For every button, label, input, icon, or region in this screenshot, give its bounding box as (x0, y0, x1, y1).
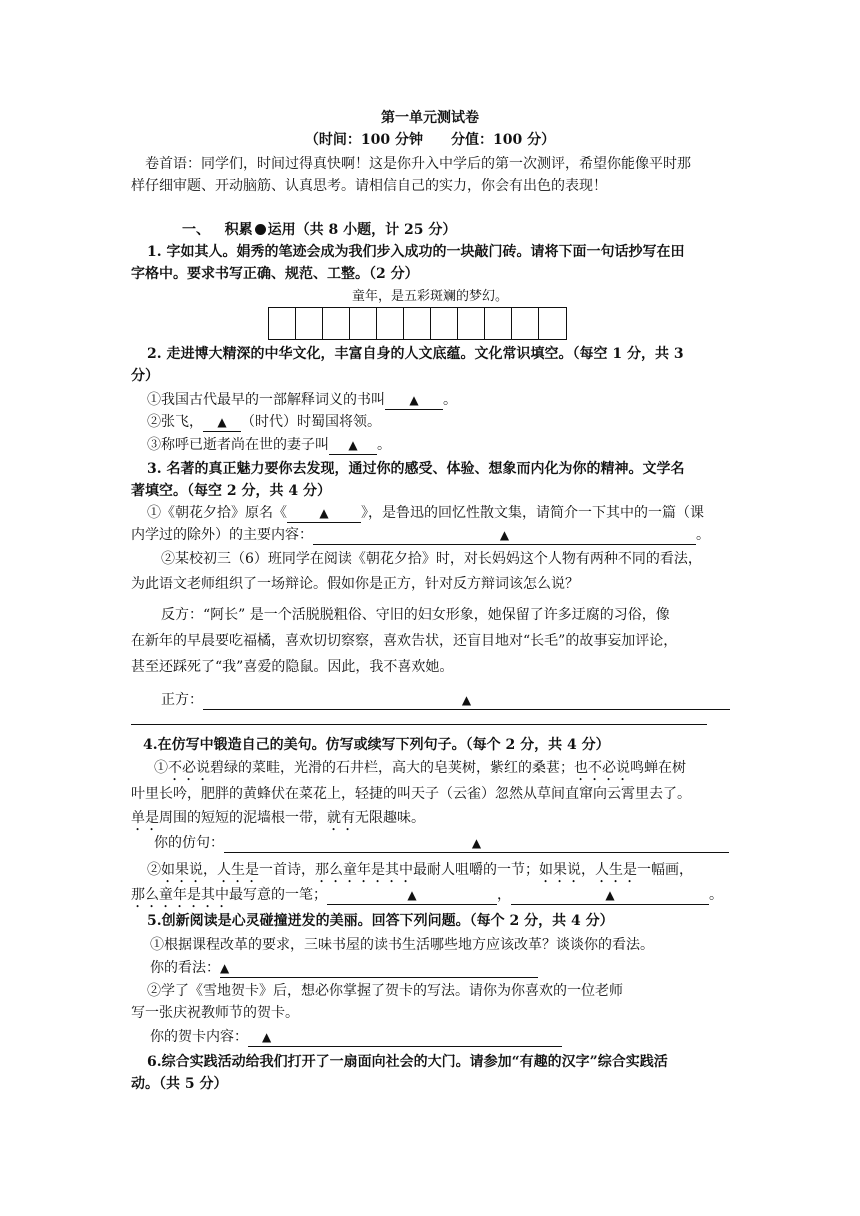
q3-fan-line-3: 甚至还踩死了“我”喜爱的隐鼠。因此，我不喜欢她。 (131, 659, 454, 675)
q1-sentence: 童年，是五彩斑斓的梦幻。 (351, 289, 508, 304)
q5-item-2-answer-label: 你的贺卡内容： (150, 1029, 248, 1045)
triangle-marker-icon: ▲ (499, 528, 510, 542)
bullet-dot-icon (255, 224, 266, 235)
q4-p2-emph-1: 如果说，人生是 (161, 862, 259, 878)
q3-item-1-text-b: 》，是鲁迅的回忆性散文集，请简介一下其中的一篇（课 (361, 505, 704, 521)
preface-line-1: 卷首语：同学们，时间过得真快啊！这是你升入中学后的第一次测评，希望你能像平时那 (145, 156, 691, 172)
preface-line-2: 样仔细审题、开动脑筋、认真思考。请相信自己的实力，你会有出色的表现！ (131, 178, 607, 194)
q4-yours-line (154, 832, 729, 854)
q3-zheng-label: 正方： (161, 692, 203, 708)
grid-cell[interactable] (350, 308, 377, 339)
triangle-marker-icon: ▲ (217, 415, 227, 429)
triangle-marker-icon: ▲ (220, 961, 230, 975)
answer-line[interactable] (131, 724, 707, 725)
triangle-marker-icon: ▲ (461, 693, 472, 707)
q4-p2-text-4: 最写意的一笔； (229, 887, 327, 903)
q4-p1-text-3: 周围的短短的泥墙根一带， (159, 810, 327, 826)
q4-para-2-line-2 (131, 884, 723, 911)
grid-cell[interactable] (269, 308, 296, 339)
q4-p2-text-1: 一首诗， (259, 862, 315, 878)
grid-cell[interactable] (323, 308, 350, 339)
q4-para-1-line-1 (154, 757, 686, 784)
q2-line-1: 2. 走进博大精深的中华文化，丰富自身的人文底蕴。文化常识填空。（每空 1 分，共 3 (147, 346, 684, 362)
q5-item-2-line-1: ②学了《雪地贺卡》后，想必你掌握了贺卡的写法。请你为你喜欢的一位老师 (147, 983, 623, 999)
q3-item-2-line-1: ②某校初三（6）班同学在阅读《朝花夕拾》时，对长妈妈这个人物有两种不同的看法， (161, 551, 702, 567)
q1-line-1: 1. 字如其人。娟秀的笔迹会成为我们步入成功的一块敲门砖。请将下面一句话抄写在田 (147, 244, 685, 260)
q4-p2-emph-2: 那么童年是其中 (315, 862, 413, 878)
q3-fan-line-1: 反方：“阿长” 是一个活脱脱粗俗、守旧的妇女形象，她保留了许多迂腐的习俗，像 (161, 607, 670, 623)
q3-item-1-line-1 (147, 502, 704, 524)
q4-para-1-line-3 (131, 807, 425, 834)
q5-item-2-line-2: 写一张庆祝教师节的贺卡。 (131, 1005, 299, 1021)
triangle-marker-icon: ▲ (407, 888, 417, 902)
section-label-a: 积累 (224, 222, 253, 238)
q4-line-1: 4.在仿写中锻造自己的美句。仿写或续写下列句子。（每个 2 分，共 4 分） (143, 737, 610, 753)
q5-item-1: ①根据课程改革的要求，三味书屋的读书生活哪些地方应该改革？谈谈你的看法。 (150, 937, 654, 953)
answer-blank[interactable] (203, 413, 241, 432)
q4-p1-emph-3: 单是 (131, 810, 159, 826)
q3-item-1-end: 。 (696, 527, 710, 543)
grid-cell[interactable] (485, 308, 512, 339)
answer-blank[interactable] (203, 691, 730, 710)
q2-item-2 (147, 411, 381, 433)
q4-p2-text-2: 最耐人咀嚼的一节； (413, 862, 539, 878)
q4-p1-emph-2: 也不必说 (574, 760, 630, 776)
q4-p2-text-3: 一幅画， (637, 862, 693, 878)
q1-line-2: 字格中。要求书写正确、规范、工整。（2 分） (131, 266, 419, 282)
answer-blank[interactable] (329, 436, 377, 455)
answer-blank[interactable] (287, 504, 361, 523)
triangle-marker-icon: ▲ (471, 836, 482, 850)
q2-line-2: 分） (131, 368, 159, 384)
answer-blank[interactable] (248, 1028, 562, 1047)
q4-p1-emph-4: 就有 (327, 810, 355, 826)
answer-blank[interactable] (327, 886, 497, 905)
q4-p1-emph-1: 不必说 (168, 760, 210, 776)
grid-cell[interactable] (296, 308, 323, 339)
triangle-marker-icon: ▲ (409, 393, 419, 407)
q2-item-2-text-b: （时代）时蜀国将领。 (241, 414, 381, 430)
q4-p2-number: ② (147, 862, 161, 878)
period: 。 (709, 887, 723, 903)
q3-fan-line-2: 在新年的早晨要吃福橘，喜欢切切察察，喜欢告状，还盲目地对“长毛”的故事妄加评论， (131, 633, 678, 649)
q4-para-2-line-1 (147, 859, 693, 886)
q5-item-1-answer (150, 957, 538, 979)
q5-line-1: 5.创新阅读是心灵碰撞迸发的美丽。回答下列问题。（每个 2 分，共 4 分） (147, 913, 614, 929)
tianzi-grid[interactable] (268, 307, 567, 340)
q6-line-1: 6.综合实践活动给我们打开了一扇面向社会的大门。请参加“有趣的汉字”综合实践活 (147, 1054, 668, 1070)
section-heading (182, 219, 456, 241)
grid-cell[interactable] (404, 308, 431, 339)
answer-blank[interactable] (511, 886, 709, 905)
grid-cell[interactable] (377, 308, 404, 339)
triangle-marker-icon: ▲ (319, 506, 329, 520)
triangle-marker-icon: ▲ (605, 888, 615, 902)
q5-item-2-answer (150, 1026, 562, 1048)
q4-para-1-line-2: 叶里长吟，肥胖的黄蜂伏在菜花上，轻捷的叫天子（云雀）忽然从草间直窜向云霄里去了。 (131, 786, 691, 802)
triangle-marker-icon: ▲ (262, 1030, 272, 1044)
q2-item-1: ①我国古代最早的一部解释词义的书叫 ▲ 。 (147, 392, 457, 408)
q4-p2-emph-4: 那么童年是其中 (131, 887, 229, 903)
grid-cell[interactable] (458, 308, 485, 339)
q3-line-2: 著填空。（每空 2 分，共 4 分） (131, 483, 331, 499)
q4-p1-number: ① (154, 760, 168, 776)
q2-item-2-text-a: ②张飞， (147, 414, 203, 430)
page-title: 第一单元测试卷 (381, 110, 479, 126)
q2-item-1-text: ①我国古代最早的一部解释词义的书叫 (147, 392, 385, 408)
q3-item-2-line-2: 为此语文老师组织了一场辩论。假如你是正方，针对反方辩词该怎么说？ (131, 576, 579, 592)
q3-item-1-line-2 (131, 524, 710, 546)
q2-item-3-text: ③称呼已逝者尚在世的妻子叫 (147, 437, 329, 453)
q5-item-1-answer-label: 你的看法： (150, 960, 220, 976)
q3-item-1-text-a: ①《朝花夕拾》原名《 (147, 505, 287, 521)
comma: ， (497, 887, 511, 903)
triangle-marker-icon: ▲ (348, 438, 358, 452)
q4-p1-text-1: 碧绿的菜畦，光滑的石井栏，高大的皂荚树，紫红的桑葚； (210, 760, 574, 776)
q4-p1-text-4: 无限趣味。 (355, 810, 425, 826)
section-number: 一、 (182, 222, 210, 238)
answer-blank[interactable] (220, 959, 538, 978)
answer-blank[interactable] (313, 526, 696, 545)
q4-p1-text-2: 鸣蝉在树 (630, 760, 686, 776)
q3-line-1: 3. 名著的真正魅力要你去发现，通过你的感受、体验、想象而内化为你的精神。文学名 (147, 461, 685, 477)
q6-line-2: 动。（共 5 分） (131, 1076, 228, 1092)
grid-cell[interactable] (539, 308, 566, 339)
q3-item-1-text-c: 内学过的除外）的主要内容： (131, 527, 313, 543)
section-label-b: 运用（共 8 小题，计 25 分） (267, 222, 457, 238)
grid-cell[interactable] (512, 308, 539, 339)
grid-cell[interactable] (431, 308, 458, 339)
answer-blank[interactable] (224, 834, 729, 853)
q3-zheng-line (161, 689, 730, 711)
q2-item-3: ③称呼已逝者尚在世的妻子叫 ▲ 。 (147, 437, 391, 453)
q4-yours-label: 你的仿句： (154, 835, 224, 851)
answer-blank[interactable] (385, 391, 443, 410)
exam-subtitle: （时间：100 分钟 分值：100 分） (304, 132, 556, 148)
q4-p2-emph-3: 如果说，人生是 (539, 862, 637, 878)
